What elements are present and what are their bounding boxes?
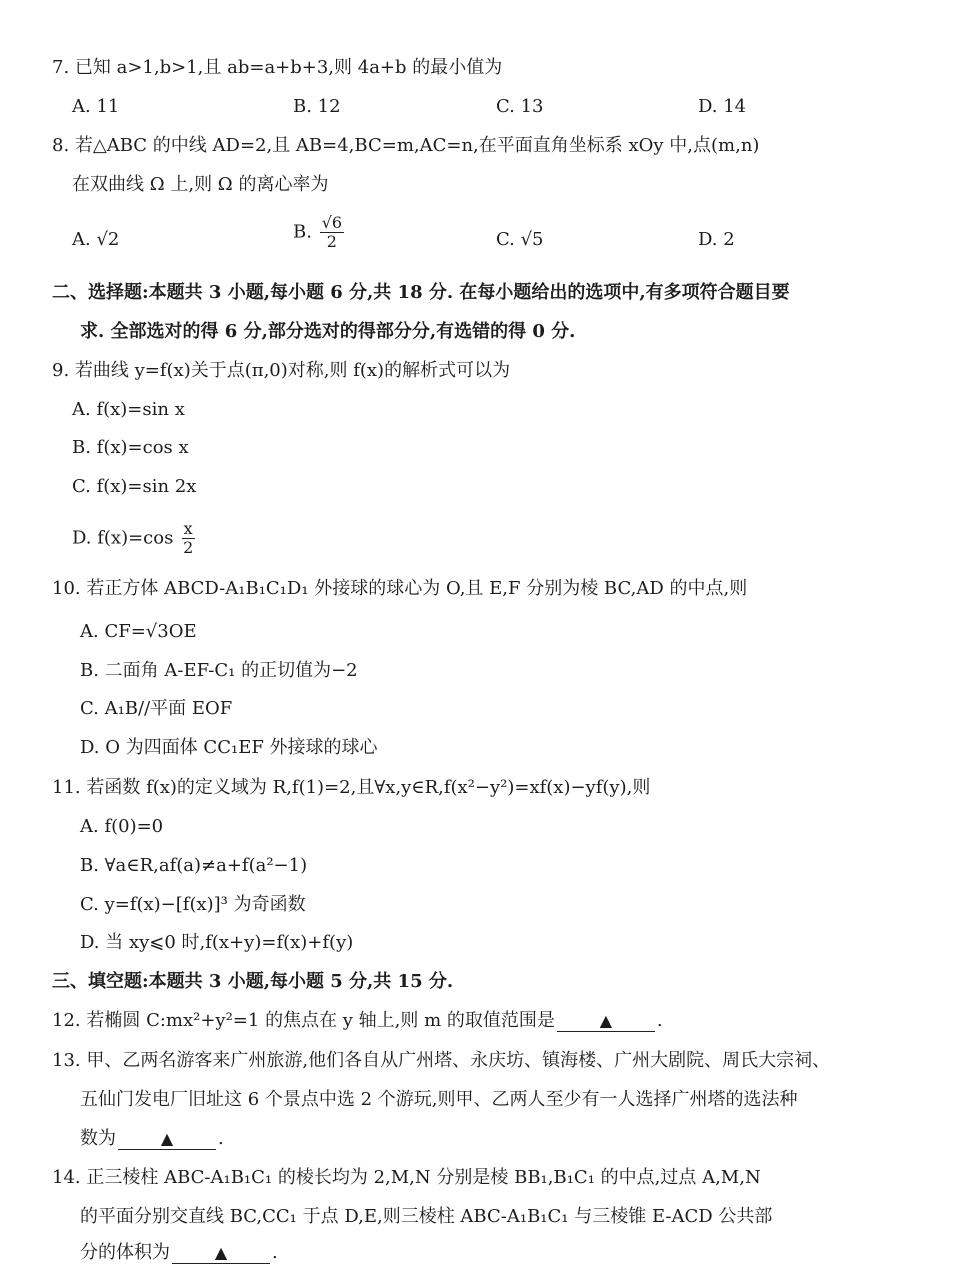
q8-option-b-prefix: B.	[293, 221, 312, 243]
q11-option-a: A. f(0)=0	[80, 816, 164, 837]
fraction-numerator: √6	[321, 213, 343, 232]
q7-option-c: C. 13	[496, 96, 544, 117]
section3-heading: 三、填空题:本题共 3 小题,每小题 5 分,共 15 分.	[52, 971, 454, 992]
q14-line1: 14. 正三棱柱 ABC-A₁B₁C₁ 的棱长均为 2,M,N 分别是棱 BB₁,B₁C₁ 的中点,过点 A,M,N	[52, 1167, 761, 1188]
fraction-denominator: 2	[326, 232, 337, 251]
q12-text: 12. 若椭圆 C:mx²+y²=1 的焦点在 y 轴上,则 m 的取值范围是	[52, 1010, 555, 1031]
triangle-icon: ▲	[599, 1011, 613, 1030]
q14-line3	[80, 1241, 278, 1265]
q9-option-d-prefix: D. f(x)=cos	[72, 527, 174, 549]
q10-option-b: B. 二面角 A-EF-C₁ 的正切值为−2	[80, 660, 358, 681]
q12-stem	[52, 1009, 663, 1033]
q13-text: 数为	[80, 1128, 116, 1149]
q8-option-a: A. √2	[72, 229, 120, 250]
q9-option-d-fraction	[181, 520, 195, 557]
q7-option-b: B. 12	[293, 96, 341, 117]
q9-option-d	[72, 520, 197, 557]
fraction-denominator: 2	[183, 538, 194, 557]
answer-blank[interactable]	[172, 1243, 270, 1264]
q11-stem: 11. 若函数 f(x)的定义域为 R,f(1)=2,且∀x,y∈R,f(x²−y²)=xf(x)−yf(y),则	[52, 777, 651, 798]
q10-option-a: A. CF=√3OE	[80, 621, 197, 642]
triangle-icon: ▲	[160, 1129, 174, 1148]
section2-heading-line2: 求. 全部选对的得 6 分,部分选对的得部分分,有选错的得 0 分.	[80, 321, 576, 342]
q9-option-c: C. f(x)=sin 2x	[72, 476, 197, 497]
q8-stem-line1: 8. 若△ABC 的中线 AD=2,且 AB=4,BC=m,AC=n,在平面直角坐标系 xOy 中,点(m,n)	[52, 135, 760, 156]
q10-stem: 10. 若正方体 ABCD-A₁B₁C₁D₁ 外接球的球心为 O,且 E,F 分别为棱 BC,AD 的中点,则	[52, 578, 748, 599]
q14-line2: 的平面分别交直线 BC,CC₁ 于点 D,E,则三棱柱 ABC-A₁B₁C₁ 与三棱锥 E-ACD 公共部	[80, 1206, 773, 1227]
q14-end: .	[272, 1242, 278, 1263]
q9-option-b: B. f(x)=cos x	[72, 437, 189, 458]
triangle-icon: ▲	[214, 1243, 228, 1262]
q13-end: .	[218, 1128, 224, 1149]
section2-heading-line1: 二、选择题:本题共 3 小题,每小题 6 分,共 18 分. 在每小题给出的选项中,有多项符合题目要	[52, 282, 790, 303]
q7-option-a: A. 11	[72, 96, 120, 117]
q8-option-b	[293, 214, 346, 251]
q9-option-a: A. f(x)=sin x	[72, 399, 185, 420]
q9-stem: 9. 若曲线 y=f(x)关于点(π,0)对称,则 f(x)的解析式可以为	[52, 360, 511, 381]
q13-line2: 五仙门发电厂旧址这 6 个景点中选 2 个游玩,则甲、乙两人至少有一人选择广州塔的选法种	[80, 1089, 798, 1110]
q10-option-d: D. O 为四面体 CC₁EF 外接球的球心	[80, 737, 378, 758]
q8-option-c: C. √5	[496, 229, 544, 250]
q8-stem-line2: 在双曲线 Ω 上,则 Ω 的离心率为	[72, 174, 329, 195]
q14-text: 分的体积为	[80, 1242, 170, 1263]
q11-option-c: C. y=f(x)−[f(x)]³ 为奇函数	[80, 894, 306, 915]
q7-option-d: D. 14	[698, 96, 747, 117]
q10-option-c: C. A₁B//平面 EOF	[80, 698, 233, 719]
q13-line1: 13. 甲、乙两名游客来广州旅游,他们各自从广州塔、永庆坊、镇海楼、广州大剧院、周氏大宗祠、	[52, 1050, 831, 1071]
q11-option-d: D. 当 xy⩽0 时,f(x+y)=f(x)+f(y)	[80, 932, 354, 953]
q11-option-b: B. ∀a∈R,af(a)≠a+f(a²−1)	[80, 855, 308, 876]
q8-option-b-fraction	[320, 214, 344, 251]
answer-blank[interactable]	[557, 1011, 655, 1032]
q12-end: .	[656, 1010, 663, 1031]
q7-stem: 7. 已知 a>1,b>1,且 ab=a+b+3,则 4a+b 的最小值为	[52, 57, 503, 78]
q8-option-d: D. 2	[698, 229, 735, 250]
fraction-numerator: x	[183, 519, 193, 538]
q13-line3	[80, 1127, 224, 1151]
answer-blank[interactable]	[118, 1129, 216, 1150]
